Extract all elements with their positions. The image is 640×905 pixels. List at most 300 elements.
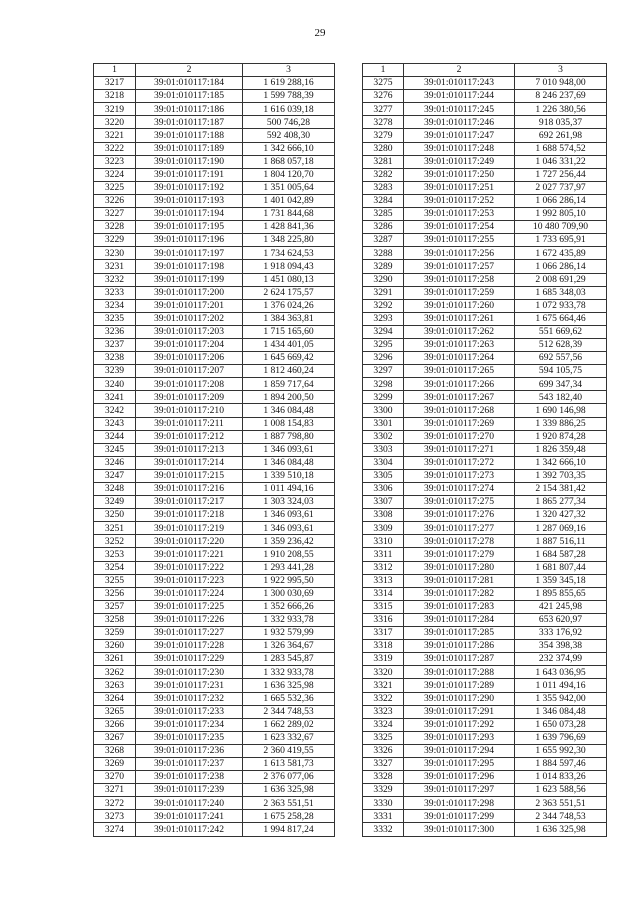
table-row xyxy=(94,208,335,221)
cadastral-number: 39:01:010117:231 xyxy=(136,679,243,692)
cadastral-value: 1 826 359,48 xyxy=(515,443,607,456)
cadastral-number: 39:01:010117:220 xyxy=(136,535,243,548)
cadastral-value: 1 300 030,69 xyxy=(243,587,335,600)
cadastral-value: 1 428 841,36 xyxy=(243,221,335,234)
table-row xyxy=(94,731,335,744)
table-row xyxy=(94,771,335,784)
table-row xyxy=(363,496,607,509)
register-table-left xyxy=(93,63,335,837)
table-row xyxy=(94,443,335,456)
cadastral-value: 1 922 995,50 xyxy=(243,574,335,587)
table-row xyxy=(94,417,335,430)
cadastral-number: 39:01:010117:237 xyxy=(136,757,243,770)
table-row xyxy=(94,194,335,207)
table-row xyxy=(363,247,607,260)
cadastral-number: 39:01:010117:242 xyxy=(136,823,243,836)
row-number: 3281 xyxy=(363,155,404,168)
table-row xyxy=(94,587,335,600)
table-row xyxy=(363,561,607,574)
table-row xyxy=(363,299,607,312)
row-number: 3254 xyxy=(94,561,136,574)
table-row xyxy=(363,509,607,522)
cadastral-number: 39:01:010117:201 xyxy=(136,299,243,312)
cadastral-number: 39:01:010117:203 xyxy=(136,325,243,338)
row-number: 3256 xyxy=(94,587,136,600)
cadastral-number: 39:01:010117:230 xyxy=(136,666,243,679)
table-row xyxy=(363,142,607,155)
cadastral-number: 39:01:010117:264 xyxy=(404,352,515,365)
table-row xyxy=(363,194,607,207)
cadastral-number: 39:01:010117:210 xyxy=(136,404,243,417)
cadastral-number: 39:01:010117:238 xyxy=(136,771,243,784)
cadastral-number: 39:01:010117:187 xyxy=(136,116,243,129)
table-row xyxy=(363,77,607,90)
row-number: 3313 xyxy=(363,574,404,587)
cadastral-value: 2 008 691,29 xyxy=(515,273,607,286)
row-number: 3301 xyxy=(363,417,404,430)
cadastral-number: 39:01:010117:269 xyxy=(404,417,515,430)
cadastral-number: 39:01:010117:193 xyxy=(136,194,243,207)
table-row xyxy=(94,312,335,325)
row-number: 3305 xyxy=(363,469,404,482)
cadastral-value: 232 374,99 xyxy=(515,653,607,666)
cadastral-value: 1 992 805,10 xyxy=(515,208,607,221)
table-row xyxy=(363,679,607,692)
cadastral-number: 39:01:010117:286 xyxy=(404,640,515,653)
cadastral-number: 39:01:010117:221 xyxy=(136,548,243,561)
cadastral-number: 39:01:010117:191 xyxy=(136,168,243,181)
cadastral-number: 39:01:010117:276 xyxy=(404,509,515,522)
cadastral-number: 39:01:010117:283 xyxy=(404,600,515,613)
cadastral-number: 39:01:010117:215 xyxy=(136,469,243,482)
table-row xyxy=(363,90,607,103)
row-number: 3271 xyxy=(94,784,136,797)
row-number: 3279 xyxy=(363,129,404,142)
cadastral-value: 1 303 324,03 xyxy=(243,496,335,509)
cadastral-number: 39:01:010117:267 xyxy=(404,391,515,404)
row-number: 3318 xyxy=(363,640,404,653)
cadastral-value: 1 868 057,18 xyxy=(243,155,335,168)
table-row xyxy=(363,613,607,626)
row-number: 3307 xyxy=(363,496,404,509)
row-number: 3287 xyxy=(363,234,404,247)
cadastral-number: 39:01:010117:285 xyxy=(404,627,515,640)
cadastral-value: 1 731 844,68 xyxy=(243,208,335,221)
cadastral-value: 1 812 460,24 xyxy=(243,365,335,378)
cadastral-value: 1 066 286,14 xyxy=(515,194,607,207)
cadastral-value: 1 636 325,98 xyxy=(515,823,607,836)
cadastral-number: 39:01:010117:299 xyxy=(404,810,515,823)
cadastral-number: 39:01:010117:196 xyxy=(136,234,243,247)
row-number: 3248 xyxy=(94,483,136,496)
table-row xyxy=(363,548,607,561)
table-row xyxy=(94,181,335,194)
cadastral-value: 1 734 624,53 xyxy=(243,247,335,260)
cadastral-value: 1 623 588,56 xyxy=(515,784,607,797)
row-number: 3322 xyxy=(363,692,404,705)
cadastral-value: 2 360 419,55 xyxy=(243,744,335,757)
cadastral-number: 39:01:010117:273 xyxy=(404,469,515,482)
cadastral-number: 39:01:010117:281 xyxy=(404,574,515,587)
cadastral-value: 1 616 039,18 xyxy=(243,103,335,116)
table-row xyxy=(94,352,335,365)
table-row xyxy=(363,338,607,351)
column-header: 3 xyxy=(515,64,607,77)
row-number: 3288 xyxy=(363,247,404,260)
table-row xyxy=(363,404,607,417)
cadastral-value: 1 355 942,00 xyxy=(515,692,607,705)
cadastral-number: 39:01:010117:240 xyxy=(136,797,243,810)
row-number: 3238 xyxy=(94,352,136,365)
cadastral-number: 39:01:010117:291 xyxy=(404,705,515,718)
cadastral-value: 1 994 817,24 xyxy=(243,823,335,836)
cadastral-value: 2 624 175,57 xyxy=(243,286,335,299)
table-row xyxy=(94,221,335,234)
table-row xyxy=(94,797,335,810)
table-row xyxy=(94,574,335,587)
cadastral-number: 39:01:010117:245 xyxy=(404,103,515,116)
cadastral-number: 39:01:010117:251 xyxy=(404,181,515,194)
table-row xyxy=(363,823,607,836)
cadastral-number: 39:01:010117:253 xyxy=(404,208,515,221)
row-number: 3227 xyxy=(94,208,136,221)
cadastral-number: 39:01:010117:223 xyxy=(136,574,243,587)
cadastral-value: 1 684 587,28 xyxy=(515,548,607,561)
table-row xyxy=(363,653,607,666)
cadastral-number: 39:01:010117:262 xyxy=(404,325,515,338)
cadastral-number: 39:01:010117:261 xyxy=(404,312,515,325)
cadastral-value: 2 376 077,06 xyxy=(243,771,335,784)
cadastral-number: 39:01:010117:288 xyxy=(404,666,515,679)
table-row xyxy=(363,168,607,181)
table-row xyxy=(94,286,335,299)
cadastral-number: 39:01:010117:246 xyxy=(404,116,515,129)
row-number: 3257 xyxy=(94,600,136,613)
cadastral-value: 1 401 042,89 xyxy=(243,194,335,207)
cadastral-number: 39:01:010117:258 xyxy=(404,273,515,286)
cadastral-number: 39:01:010117:239 xyxy=(136,784,243,797)
row-number: 3230 xyxy=(94,247,136,260)
cadastral-number: 39:01:010117:282 xyxy=(404,587,515,600)
cadastral-number: 39:01:010117:222 xyxy=(136,561,243,574)
cadastral-number: 39:01:010117:241 xyxy=(136,810,243,823)
cadastral-number: 39:01:010117:214 xyxy=(136,456,243,469)
cadastral-number: 39:01:010117:252 xyxy=(404,194,515,207)
cadastral-value: 1 332 933,78 xyxy=(243,613,335,626)
cadastral-value: 1 636 325,98 xyxy=(243,784,335,797)
table-row xyxy=(363,705,607,718)
row-number: 3285 xyxy=(363,208,404,221)
table-row xyxy=(94,561,335,574)
cadastral-number: 39:01:010117:200 xyxy=(136,286,243,299)
cadastral-value: 692 261,98 xyxy=(515,129,607,142)
row-number: 3264 xyxy=(94,692,136,705)
cadastral-number: 39:01:010117:275 xyxy=(404,496,515,509)
cadastral-number: 39:01:010117:254 xyxy=(404,221,515,234)
cadastral-number: 39:01:010117:207 xyxy=(136,365,243,378)
cadastral-value: 1 639 796,69 xyxy=(515,731,607,744)
cadastral-number: 39:01:010117:235 xyxy=(136,731,243,744)
cadastral-value: 1 283 545,87 xyxy=(243,653,335,666)
row-number: 3324 xyxy=(363,718,404,731)
cadastral-value: 1 675 258,28 xyxy=(243,810,335,823)
row-number: 3246 xyxy=(94,456,136,469)
row-number: 3235 xyxy=(94,312,136,325)
row-number: 3300 xyxy=(363,404,404,417)
table-row xyxy=(363,535,607,548)
cadastral-number: 39:01:010117:234 xyxy=(136,718,243,731)
cadastral-number: 39:01:010117:188 xyxy=(136,129,243,142)
cadastral-number: 39:01:010117:198 xyxy=(136,260,243,273)
cadastral-value: 1 342 666,10 xyxy=(515,456,607,469)
cadastral-value: 1 613 581,73 xyxy=(243,757,335,770)
table-row xyxy=(94,338,335,351)
table-row xyxy=(94,77,335,90)
cadastral-value: 692 557,56 xyxy=(515,352,607,365)
cadastral-number: 39:01:010117:195 xyxy=(136,221,243,234)
cadastral-value: 1 859 717,64 xyxy=(243,378,335,391)
row-number: 3262 xyxy=(94,666,136,679)
cadastral-value: 1 655 992,30 xyxy=(515,744,607,757)
row-number: 3274 xyxy=(94,823,136,836)
cadastral-value: 7 010 948,00 xyxy=(515,77,607,90)
cadastral-number: 39:01:010117:277 xyxy=(404,522,515,535)
column-header: 1 xyxy=(363,64,404,77)
table-row xyxy=(94,273,335,286)
row-number: 3244 xyxy=(94,430,136,443)
cadastral-number: 39:01:010117:256 xyxy=(404,247,515,260)
cadastral-value: 1 072 933,78 xyxy=(515,299,607,312)
table-row xyxy=(94,116,335,129)
table-row xyxy=(94,378,335,391)
cadastral-number: 39:01:010117:268 xyxy=(404,404,515,417)
cadastral-number: 39:01:010117:279 xyxy=(404,548,515,561)
cadastral-number: 39:01:010117:190 xyxy=(136,155,243,168)
cadastral-value: 1 392 703,35 xyxy=(515,469,607,482)
cadastral-number: 39:01:010117:292 xyxy=(404,718,515,731)
table-row xyxy=(94,666,335,679)
row-number: 3302 xyxy=(363,430,404,443)
table-row xyxy=(94,496,335,509)
row-number: 3321 xyxy=(363,679,404,692)
cadastral-number: 39:01:010117:236 xyxy=(136,744,243,757)
cadastral-value: 1 359 236,42 xyxy=(243,535,335,548)
row-number: 3331 xyxy=(363,810,404,823)
cadastral-value: 2 154 381,42 xyxy=(515,483,607,496)
row-number: 3294 xyxy=(363,325,404,338)
cadastral-value: 1 359 345,18 xyxy=(515,574,607,587)
table-row xyxy=(363,718,607,731)
row-number: 3242 xyxy=(94,404,136,417)
table-row xyxy=(94,129,335,142)
row-number: 3297 xyxy=(363,365,404,378)
cadastral-value: 1 920 874,28 xyxy=(515,430,607,443)
cadastral-number: 39:01:010117:293 xyxy=(404,731,515,744)
table-row xyxy=(363,731,607,744)
row-number: 3219 xyxy=(94,103,136,116)
cadastral-value: 1 895 855,65 xyxy=(515,587,607,600)
cadastral-value: 1 645 669,42 xyxy=(243,352,335,365)
cadastral-number: 39:01:010117:274 xyxy=(404,483,515,496)
row-number: 3263 xyxy=(94,679,136,692)
cadastral-value: 333 176,92 xyxy=(515,627,607,640)
row-number: 3261 xyxy=(94,653,136,666)
table-row xyxy=(363,260,607,273)
table-row xyxy=(94,692,335,705)
table-row xyxy=(363,640,607,653)
table-row xyxy=(363,469,607,482)
cadastral-value: 1 346 084,48 xyxy=(515,705,607,718)
cadastral-value: 8 246 237,69 xyxy=(515,90,607,103)
row-number: 3272 xyxy=(94,797,136,810)
table-row xyxy=(94,640,335,653)
cadastral-value: 653 620,97 xyxy=(515,613,607,626)
row-number: 3245 xyxy=(94,443,136,456)
row-number: 3276 xyxy=(363,90,404,103)
table-row xyxy=(94,757,335,770)
cadastral-value: 10 480 709,90 xyxy=(515,221,607,234)
table-row xyxy=(94,718,335,731)
cadastral-value: 543 182,40 xyxy=(515,391,607,404)
cadastral-value: 551 669,62 xyxy=(515,325,607,338)
row-number: 3233 xyxy=(94,286,136,299)
row-number: 3282 xyxy=(363,168,404,181)
cadastral-value: 1 932 579,99 xyxy=(243,627,335,640)
cadastral-value: 1 376 024,26 xyxy=(243,299,335,312)
row-number: 3259 xyxy=(94,627,136,640)
row-number: 3277 xyxy=(363,103,404,116)
cadastral-number: 39:01:010117:248 xyxy=(404,142,515,155)
cadastral-number: 39:01:010117:204 xyxy=(136,338,243,351)
row-number: 3283 xyxy=(363,181,404,194)
row-number: 3232 xyxy=(94,273,136,286)
cadastral-value: 1 346 084,48 xyxy=(243,456,335,469)
row-number: 3224 xyxy=(94,168,136,181)
cadastral-number: 39:01:010117:219 xyxy=(136,522,243,535)
row-number: 3309 xyxy=(363,522,404,535)
table-row xyxy=(94,234,335,247)
cadastral-number: 39:01:010117:212 xyxy=(136,430,243,443)
cadastral-number: 39:01:010117:287 xyxy=(404,653,515,666)
table-row xyxy=(363,784,607,797)
cadastral-value: 1 727 256,44 xyxy=(515,168,607,181)
cadastral-value: 1 681 807,44 xyxy=(515,561,607,574)
table-row xyxy=(363,744,607,757)
cadastral-number: 39:01:010117:211 xyxy=(136,417,243,430)
table-row xyxy=(363,600,607,613)
cadastral-value: 1 804 120,70 xyxy=(243,168,335,181)
cadastral-number: 39:01:010117:216 xyxy=(136,483,243,496)
cadastral-number: 39:01:010117:224 xyxy=(136,587,243,600)
row-number: 3299 xyxy=(363,391,404,404)
row-number: 3310 xyxy=(363,535,404,548)
cadastral-value: 1 643 036,95 xyxy=(515,666,607,679)
cadastral-value: 1 339 510,18 xyxy=(243,469,335,482)
table-row xyxy=(363,810,607,823)
table-row xyxy=(94,155,335,168)
row-number: 3240 xyxy=(94,378,136,391)
cadastral-value: 2 363 551,51 xyxy=(243,797,335,810)
table-row xyxy=(363,692,607,705)
cadastral-value: 1 887 516,11 xyxy=(515,535,607,548)
row-number: 3326 xyxy=(363,744,404,757)
cadastral-value: 1 623 332,67 xyxy=(243,731,335,744)
cadastral-value: 1 332 933,78 xyxy=(243,666,335,679)
row-number: 3229 xyxy=(94,234,136,247)
column-header: 2 xyxy=(404,64,515,77)
row-number: 3278 xyxy=(363,116,404,129)
row-number: 3303 xyxy=(363,443,404,456)
cadastral-number: 39:01:010117:278 xyxy=(404,535,515,548)
cadastral-number: 39:01:010117:185 xyxy=(136,90,243,103)
cadastral-value: 592 408,30 xyxy=(243,129,335,142)
cadastral-value: 1 650 073,28 xyxy=(515,718,607,731)
cadastral-number: 39:01:010117:199 xyxy=(136,273,243,286)
table-row xyxy=(94,142,335,155)
cadastral-value: 918 035,37 xyxy=(515,116,607,129)
cadastral-number: 39:01:010117:284 xyxy=(404,613,515,626)
row-number: 3226 xyxy=(94,194,136,207)
cadastral-value: 594 105,75 xyxy=(515,365,607,378)
cadastral-value: 1 451 080,13 xyxy=(243,273,335,286)
row-number: 3231 xyxy=(94,260,136,273)
table-row xyxy=(94,784,335,797)
cadastral-number: 39:01:010117:229 xyxy=(136,653,243,666)
table-row xyxy=(363,522,607,535)
row-number: 3290 xyxy=(363,273,404,286)
cadastral-number: 39:01:010117:294 xyxy=(404,744,515,757)
row-number: 3329 xyxy=(363,784,404,797)
table-row xyxy=(94,325,335,338)
cadastral-number: 39:01:010117:257 xyxy=(404,260,515,273)
cadastral-number: 39:01:010117:209 xyxy=(136,391,243,404)
table-row xyxy=(363,666,607,679)
row-number: 3218 xyxy=(94,90,136,103)
table-row xyxy=(94,823,335,836)
row-number: 3292 xyxy=(363,299,404,312)
cadastral-value: 1 342 666,10 xyxy=(243,142,335,155)
table-row xyxy=(94,613,335,626)
cadastral-number: 39:01:010117:225 xyxy=(136,600,243,613)
cadastral-value: 1 599 788,39 xyxy=(243,90,335,103)
table-row xyxy=(94,404,335,417)
cadastral-value: 1 351 005,64 xyxy=(243,181,335,194)
row-number: 3284 xyxy=(363,194,404,207)
table-row xyxy=(94,103,335,116)
table-row xyxy=(94,260,335,273)
cadastral-value: 1 910 208,55 xyxy=(243,548,335,561)
row-number: 3217 xyxy=(94,77,136,90)
cadastral-value: 1 894 200,50 xyxy=(243,391,335,404)
row-number: 3319 xyxy=(363,653,404,666)
table-row xyxy=(363,208,607,221)
table-row xyxy=(94,705,335,718)
table-row xyxy=(94,653,335,666)
table-row xyxy=(363,391,607,404)
cadastral-number: 39:01:010117:197 xyxy=(136,247,243,260)
table-row xyxy=(94,299,335,312)
row-number: 3252 xyxy=(94,535,136,548)
row-number: 3332 xyxy=(363,823,404,836)
row-number: 3236 xyxy=(94,325,136,338)
table-row xyxy=(94,365,335,378)
row-number: 3253 xyxy=(94,548,136,561)
cadastral-value: 1 326 364,67 xyxy=(243,640,335,653)
cadastral-value: 354 398,38 xyxy=(515,640,607,653)
table-row xyxy=(94,744,335,757)
row-number: 3323 xyxy=(363,705,404,718)
cadastral-value: 1 011 494,16 xyxy=(515,679,607,692)
